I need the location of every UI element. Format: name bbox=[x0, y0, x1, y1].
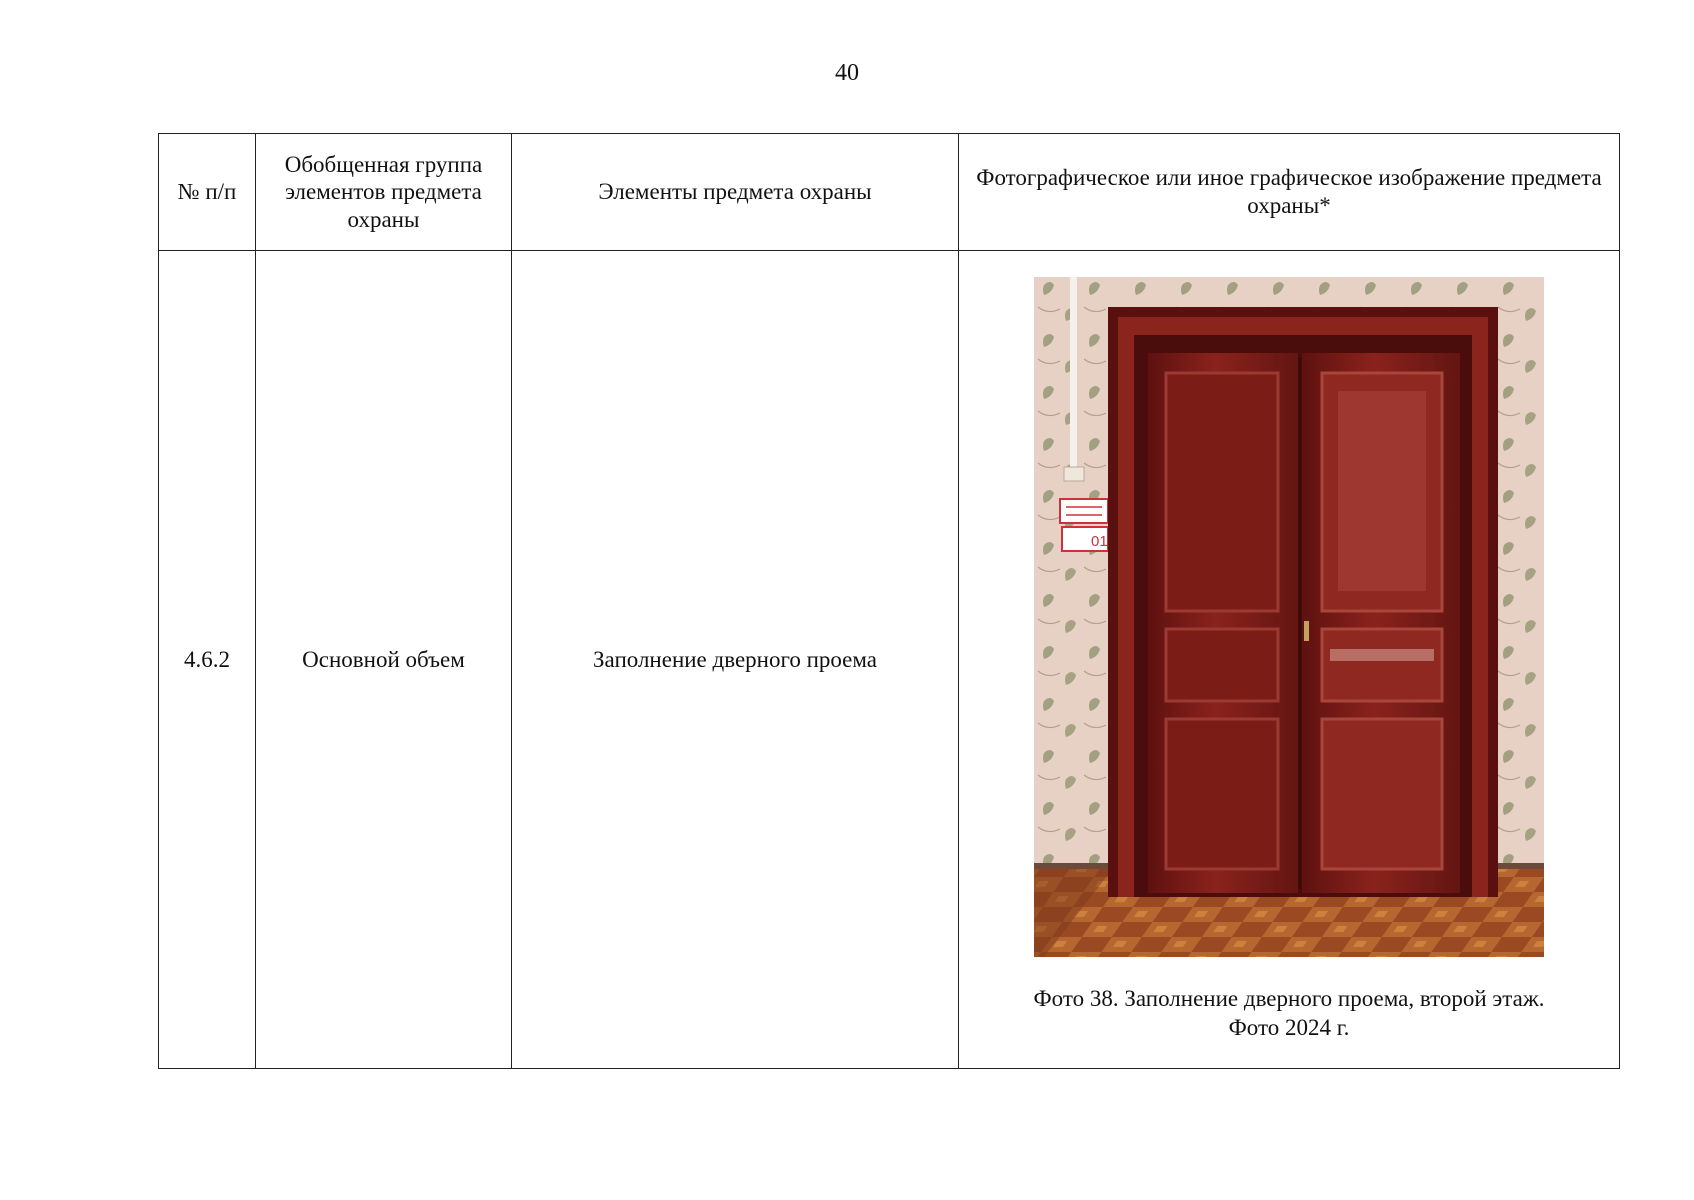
sign-number: 01 bbox=[1091, 533, 1108, 551]
caption-line-2: Фото 2024 г. bbox=[1228, 1014, 1350, 1040]
caption-line-1: Фото 38. Заполнение дверного проема, второй этаж. bbox=[1033, 986, 1545, 1012]
table-row bbox=[159, 251, 1620, 1069]
header-elements: Элементы предмета охраны bbox=[512, 134, 959, 251]
row-number: 4.6.2 bbox=[159, 251, 256, 1069]
row-element: Заполнение дверного проема bbox=[512, 251, 959, 1069]
row-group: Основной объем bbox=[256, 251, 512, 1069]
table-header-row bbox=[159, 134, 1620, 251]
header-group: Обобщенная группа элементов предмета охраны bbox=[256, 134, 512, 251]
photo-caption bbox=[969, 985, 1609, 1041]
header-number: № п/п bbox=[159, 134, 256, 251]
door-photo bbox=[1034, 277, 1544, 957]
page-number: 40 bbox=[835, 60, 859, 86]
row-photo-cell bbox=[959, 251, 1620, 1069]
protection-table bbox=[158, 133, 1620, 1069]
header-image: Фотографическое или иное графическое изображение предмета охраны* bbox=[959, 134, 1620, 251]
